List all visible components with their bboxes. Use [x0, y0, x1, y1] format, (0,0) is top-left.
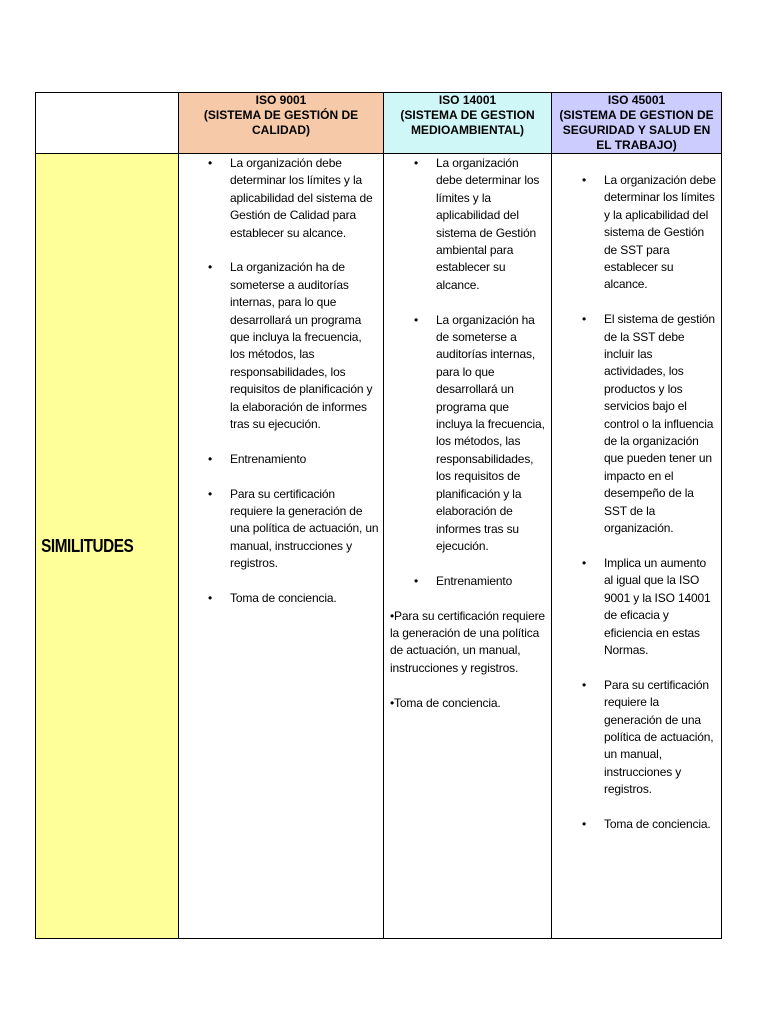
plain-paragraph: •Para su certificación requiere la generación de una política de actuación, un manual, instrucciones y registros.: [390, 608, 545, 675]
list-item: • El sistema de gestión de la SST debe incluir las actividades, los productos y los servicios bajo el control o la influencia de la organización que pueden tener un impacto en el desempeño de la SST de la organización.: [604, 311, 717, 537]
list-item: • Toma de conciencia.: [604, 816, 717, 833]
list-item: • La organización ha de someterse a auditorías internas, para lo que desarrollará un programa que incluya la frecuencia, los métodos, las responsabilidades, los requisitos de planificación y la elaboración de informes tras su ejecución.: [436, 312, 547, 556]
similitudes-row: [36, 154, 722, 939]
header-iso-14001: [384, 93, 552, 154]
header-subtitle: (SISTEMA DE GESTION MEDIOAMBIENTAL): [400, 108, 535, 137]
list-item: • Toma de conciencia.: [230, 590, 379, 607]
list-item: • La organización ha de someterse a auditorías internas, para lo que desarrollará un programa que incluya la frecuencia, los métodos, las responsabilidades, los requisitos de planificación y la elaboración de informes tras su ejecución.: [230, 259, 379, 433]
iso-9001-cell: [179, 154, 384, 939]
header-empty-cell: [36, 93, 179, 154]
list-item: • Para su certificación requiere la generación de una política de actuación, un manual, instrucciones y registros.: [230, 486, 379, 573]
header-title: ISO 14001: [438, 93, 497, 107]
row-label-cell: [36, 154, 179, 939]
row-label: SIMILITUDES: [41, 535, 134, 556]
header-iso-45001: [552, 93, 722, 154]
bullet-list: [179, 155, 383, 608]
list-item: • Entrenamiento: [436, 573, 547, 590]
header-row: [36, 93, 722, 154]
bullet-list: [384, 155, 551, 590]
header-iso-9001: [179, 93, 384, 154]
header-subtitle: (SISTEMA DE GESTIÓN DE CALIDAD): [203, 108, 359, 137]
iso-14001-cell: [384, 154, 552, 939]
list-item: • Para su certificación requiere la generación de una política de actuación, un manual, instrucciones y registros.: [604, 677, 717, 799]
header-subtitle: (SISTEMA DE GESTION DE SEGURIDAD Y SALUD EN EL TRABAJO): [559, 108, 714, 152]
bullet-list: [552, 172, 721, 833]
list-item: • La organización debe determinar los límites y la aplicabilidad del sistema de Gestión ambiental para establecer su alcance.: [436, 155, 547, 294]
list-item: • Implica un aumento al igual que la ISO 9001 y la ISO 14001 de eficacia y eficiencia en estas Normas.: [604, 555, 717, 659]
comparison-table: [35, 92, 722, 939]
plain-paragraph: •Toma de conciencia.: [390, 695, 501, 710]
list-item: • La organización debe determinar los límites y la aplicabilidad del sistema de Gestión de SST para establecer su alcance.: [604, 172, 717, 294]
list-item: • La organización debe determinar los límites y la aplicabilidad del sistema de Gestión de Calidad para establecer su alcance.: [230, 155, 379, 242]
header-title: ISO 45001: [607, 93, 666, 107]
header-title: ISO 9001: [255, 93, 307, 107]
iso-45001-cell: [552, 154, 722, 939]
list-item: • Entrenamiento: [230, 451, 379, 468]
